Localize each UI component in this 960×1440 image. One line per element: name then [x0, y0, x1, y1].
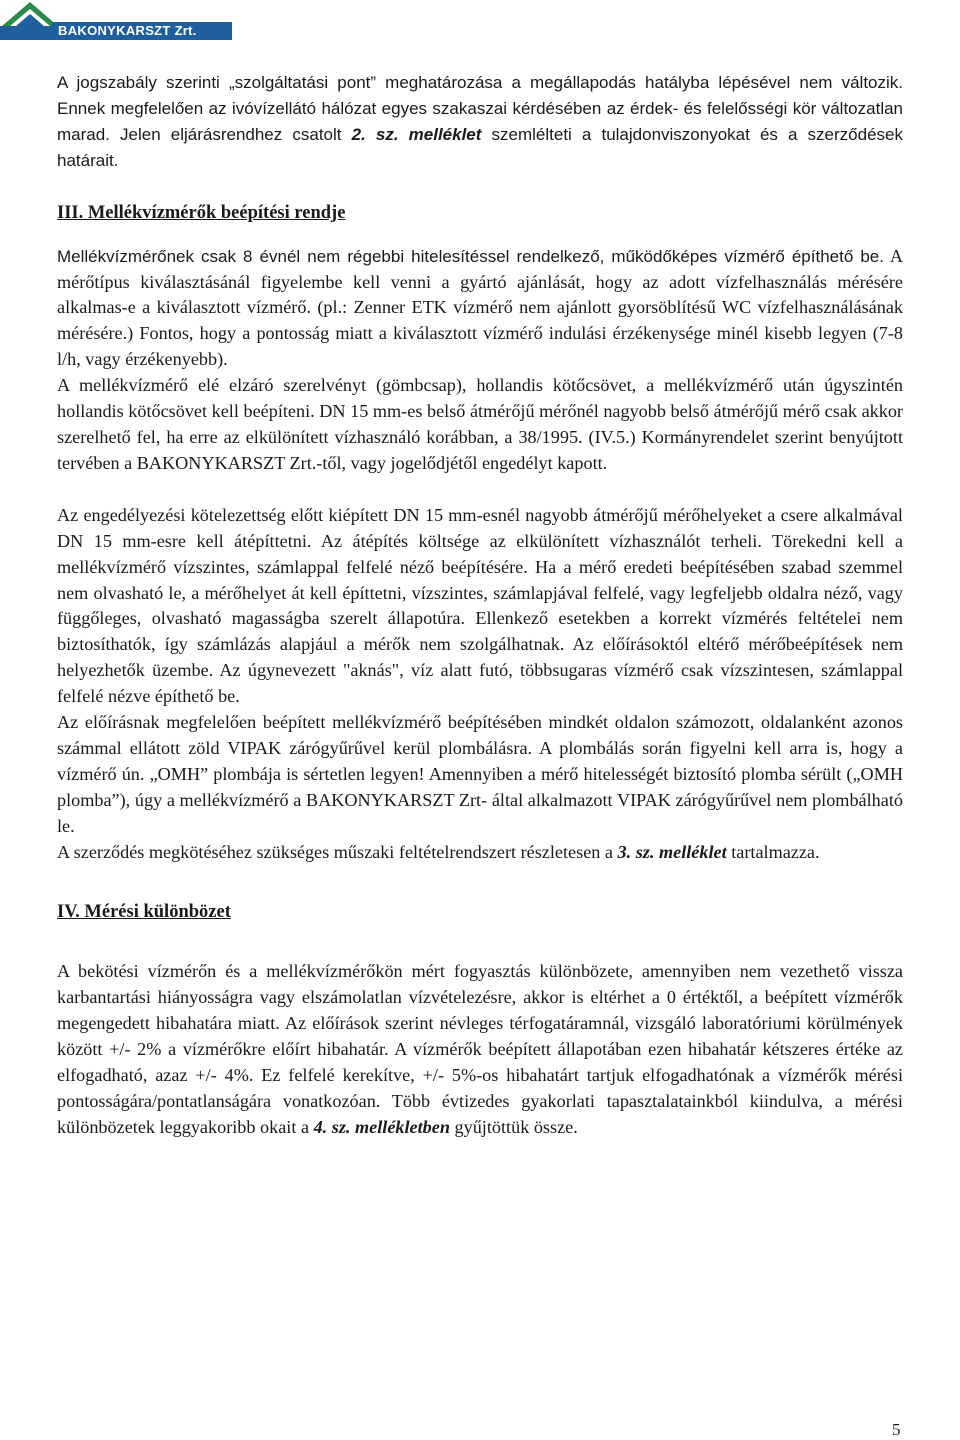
paragraph-measurement-difference: A bekötési vízmérőn és a mellékvízmérőkön mért fogyasztás különbözete, amennyiben nem vezethető vissza karbantartási hiányosságra vagy elszámolatlan vízvételezésre, akkor is eltérhet a 0 értéktől, a beépített vízmérők megengedett hibahatára miatt. Az előírások szerint névleges térfogatáramnál, vizsgáló laboratóriumi körülmények között +/- 2% a vízmérőkre előírt hibahatár. A vízmérők beépített állapotában ezen hibahatár kétszeres értéke az elfogadható, azaz +/- 4%. Ez felfelé kerekítve, +/- 5%-os hibahatárt tartjuk elfogadhatónak a vízmérők mérési pontosságára/pontatlanságára vonatkozóan. Több évtizedes gyakorlati tapasztalatainkból kiindulva, a mérési különbözetek leggyakoribb okait a 4. sz. mellékletben gyűjtöttük össze. [57, 961, 903, 1137]
paragraph-technical-conditions: A szerződés megkötéséhez szükséges műszaki feltételrendszert részletesen a 3. sz. melléklet tartalmazza. [57, 841, 820, 862]
company-logo [0, 0, 240, 44]
paragraph-submeter-rebuild: Az engedélyezési kötelezettség előtt kiépített DN 15 mm-esnél nagyobb átmérőjű mérőhelyeket a csere alkalmával DN 15 mm-esre kell átépíttetni. Az átépítés költsége az elkülönített vízhasználót terheli. Törekedni kell a mellékvízmérő vízszintes, számlappal felfelé néző beépítésére. Ha a mérő eredeti beépítésében szabad szemmel nem olvasható le, a mérőhelyet át kell építtetni, vízszintes, számlapjával felfelé, vagy legfeljebb oldalra néző, vagy függőleges, olvasható magasságba szerelt állapotúra. Ellenkező esetekben a korrekt vízmérés feltételei nem biztosíthatók, így számlázás alapjául a mérők nem szolgálhatnak. Az előírásoktól eltérő mérőbeépítések nem helyezhetők üzembe. Az úgynevezett "aknás", víz alatt futó, többsugaras vízmérő csak vízszintesen, számlappal felfelé nézve építhető be. [57, 504, 903, 707]
logo-text: BAKONYKARSZT Zrt. [52, 22, 232, 40]
annex-ref-2: 2. sz. melléklet [351, 124, 482, 144]
annex-ref-3: 3. sz. melléklet [617, 841, 727, 862]
paragraph-service-point: A jogszabály szerinti „szolgáltatási pont” meghatározása a megállapodás hatályba lépésével nem változik. Ennek megfelelően az ivóvízellátó hálózat egyes szakaszai kérdésében az érdek- és felelősségi kör változatlan marad. Jelen eljárásrendhez csatolt 2. sz. melléklet szemlélteti a tulajdonviszonyokat és a szerződések határait. [57, 73, 903, 170]
document-body [57, 70, 903, 1141]
section-title-measurement-difference: IV. Mérési különbözet [57, 902, 231, 923]
page-number: 5 [892, 1420, 901, 1439]
paragraph-submeter-sealing: Az előírásnak megfelelően beépített mellékvízmérő beépítésében mindkét oldalon számozott, oldalanként azonos számmal ellátott zöld VIPAK zárógyűrűvel kerül plombálásra. A plombálás során figyelni kell arra is, hogy a vízmérő ún. „OMH” plombája is sértetlen legyen! Amennyiben a mérő hitelességét biztosító plomba sérült („OMH plomba”), úgy a mellékvízmérő a BAKONYKARSZT Zrt- által alkalmazott VIPAK zárógyűrűvel nem plombálható le. [57, 712, 903, 836]
paragraph-submeter-fittings: A mellékvízmérő elé elzáró szerelvényt (gömbcsap), hollandis kötőcsövet, a mellékvízmérő után úgyszintén hollandis kötőcsövet kell beépíteni. DN 15 mm-es belső átmérőjű mérőnél nagyobb belső átmérőjű mérő csak akkor szerelhető fel, ha erre az elkülönített vízhasználó korábban, a 38/1995. (IV.5.) Kormányrendelet szerint benyújtott tervében a BAKONYKARSZT Zrt.-től, vagy jogelődjétől engedélyt kapott. [57, 375, 903, 473]
logo-mark-icon [0, 0, 60, 44]
section-title-submeters: III. Mellékvízmérők beépítési rendje [57, 202, 346, 223]
paragraph-submeter-age: Mellékvízmérőnek csak 8 évnél nem régebbi hitelesítéssel rendelkező, működőképes vízmérő építhető be. A mérőtípus kiválasztásánál figyelembe kell venni a gyártó ajánlását, hogy az adott vízfelhasználás mérésére alkalmas-e a kiválasztott vízmérő. (pl.: Zenner ETK vízmérő nem ajánlott gyorsöblítésű WC vízfelhasználásának mérésére.) Fontos, hogy a pontosság miatt a kiválasztott vízmérő indulási érzékenysége minél kisebb legyen (7-8 l/h, vagy érzékenyebb). [57, 245, 903, 370]
annex-ref-4: 4. sz. mellékletben [313, 1116, 450, 1137]
